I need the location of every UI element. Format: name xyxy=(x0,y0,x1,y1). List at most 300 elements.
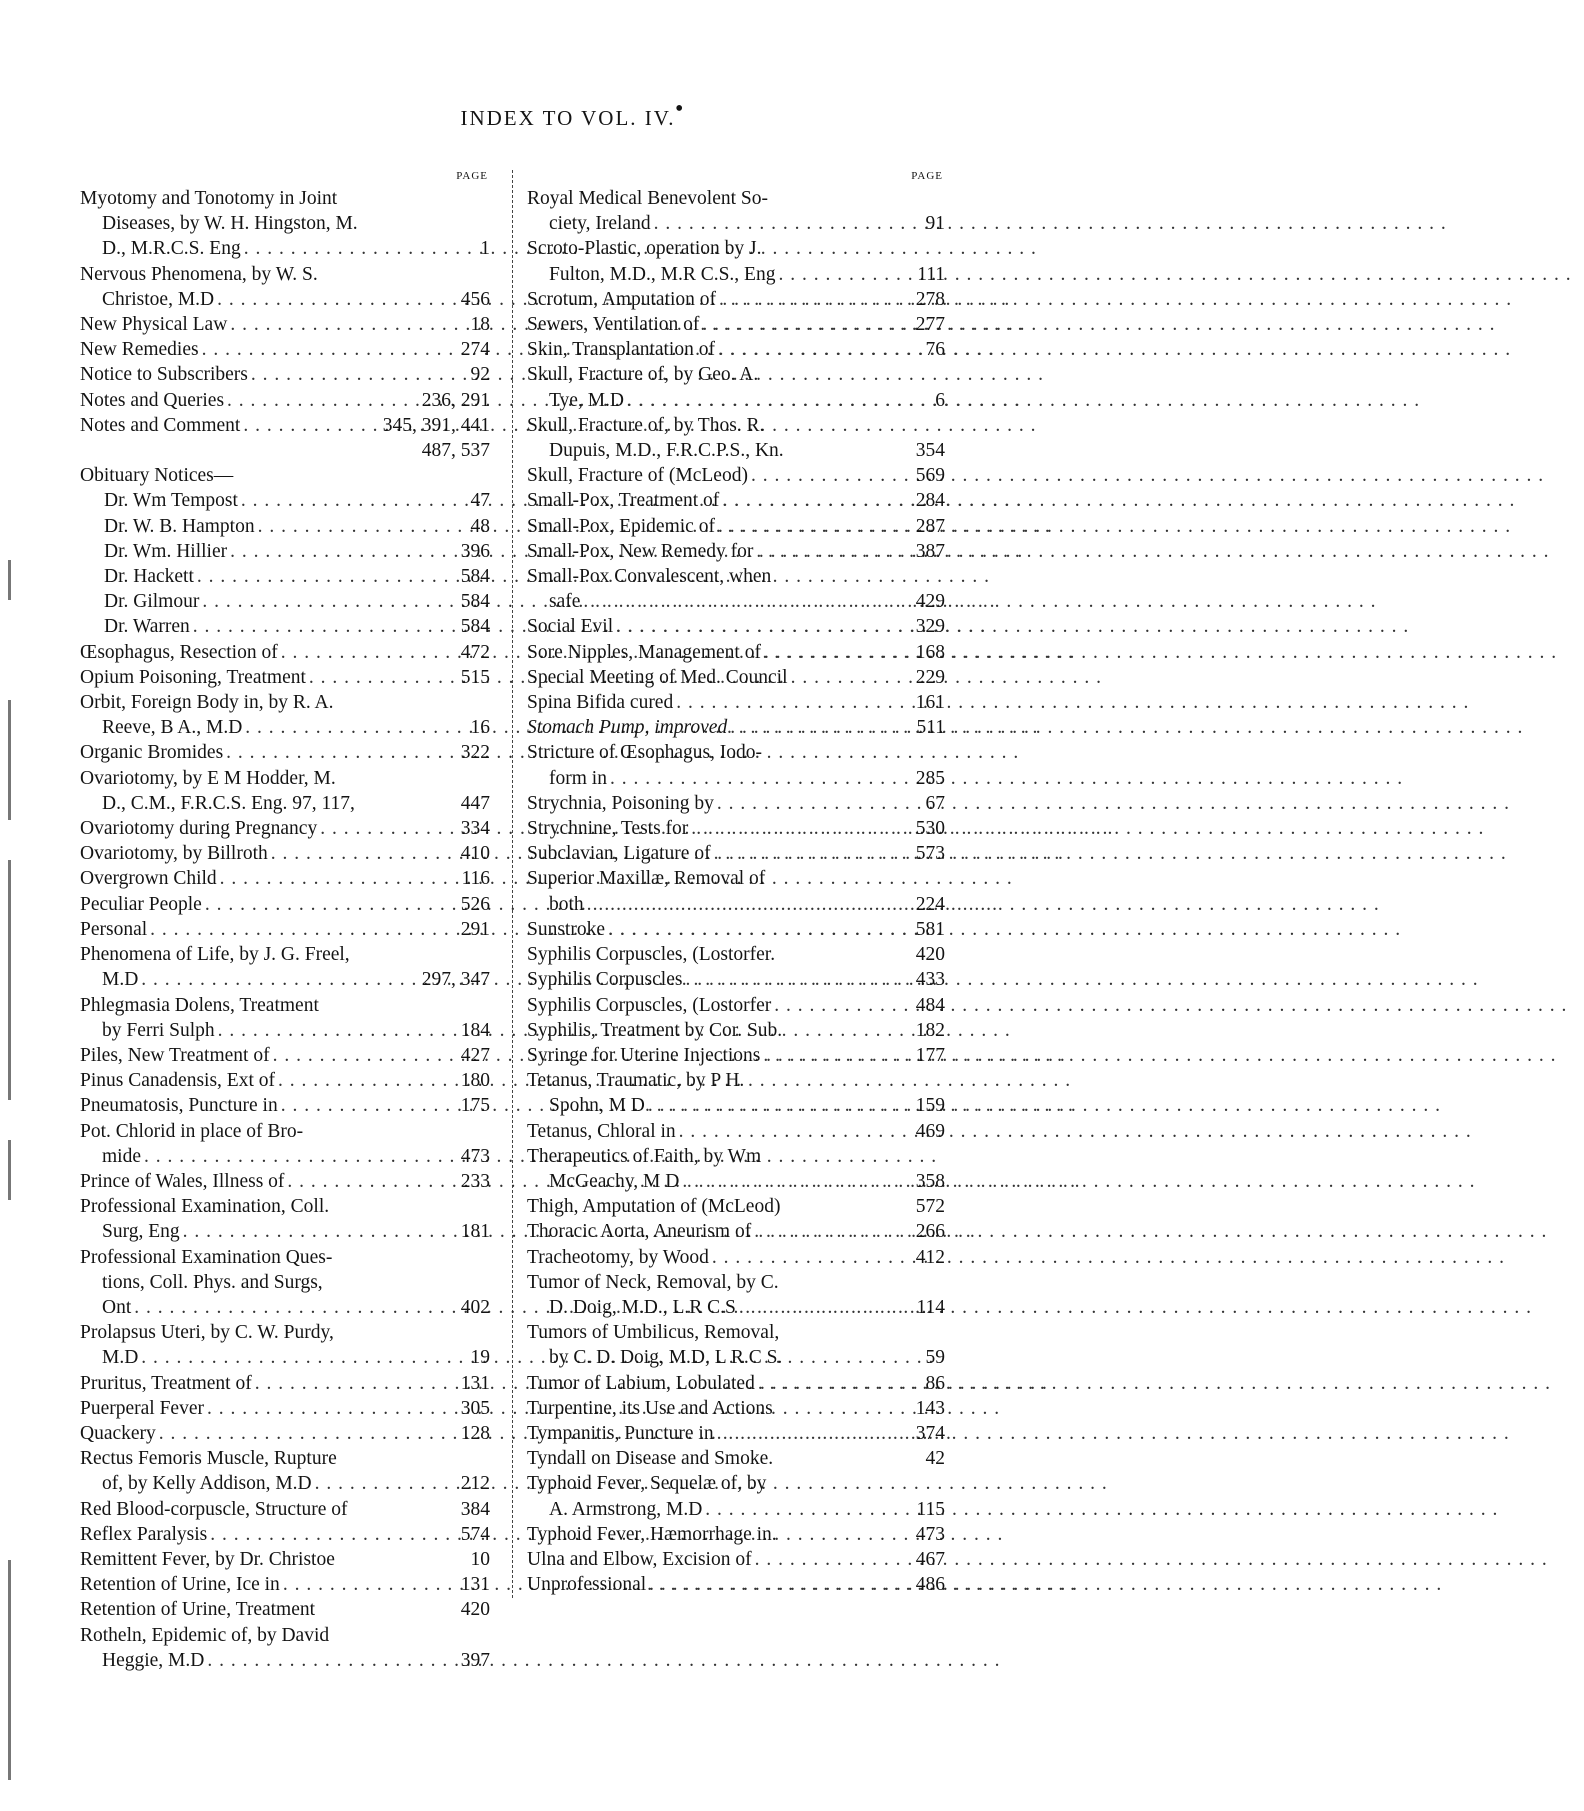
entry-text: Small-Pox Convalescent, when xyxy=(527,566,772,588)
entry-text: Syphilis Corpuscles, (Lostorfer xyxy=(527,994,772,1016)
index-entry xyxy=(527,1043,945,1068)
dot-leader xyxy=(230,539,458,564)
page-column-header: PAGE xyxy=(456,170,488,182)
entry-text: Tetanus, Traumatic, by P H. xyxy=(527,1070,745,1092)
index-entry-line xyxy=(80,1320,490,1345)
index-entry-line xyxy=(80,438,490,463)
page-number: 111 xyxy=(917,263,945,285)
index-entry xyxy=(527,1018,945,1043)
page-number: 291 xyxy=(460,918,490,940)
index-entry xyxy=(527,1421,945,1446)
entry-text: Skin, Transplantation of xyxy=(527,339,715,361)
index-entry xyxy=(80,388,490,413)
dot-leader xyxy=(193,614,458,639)
entry-text: Pot. Chlorid in place of Bro- xyxy=(80,1120,304,1142)
index-entry xyxy=(80,1497,490,1522)
entry-text: Small-Pox, Treatment of xyxy=(527,490,720,512)
index-entry-line xyxy=(80,337,490,362)
entry-text: Dr. Hackett xyxy=(104,566,194,588)
entry-text: Puerperal Fever xyxy=(80,1397,204,1419)
index-entry xyxy=(80,564,490,589)
page-number: 572 xyxy=(915,1196,945,1218)
entry-text: Phlegmasia Dolens, Treatment xyxy=(80,994,319,1016)
entry-text: Remittent Fever, by Dr. Christoe xyxy=(80,1548,335,1570)
index-entry-line xyxy=(527,1043,945,1068)
page-number: 487, 537 xyxy=(421,440,490,462)
page-number: 236, 291 xyxy=(421,389,490,411)
entry-text: Typhoid Fever, Sequelæ of, by xyxy=(527,1473,767,1495)
entry-text: Reflex Paralysis xyxy=(80,1523,208,1545)
page-number: 358 xyxy=(915,1170,945,1192)
dot-leader xyxy=(712,1245,913,1270)
index-entry-line xyxy=(80,1572,490,1597)
index-entry-line xyxy=(527,1169,945,1194)
index-entry-line xyxy=(80,1194,490,1219)
index-entry xyxy=(80,766,490,816)
dot-leader xyxy=(320,816,458,841)
index-entry xyxy=(80,1169,490,1194)
index-entry-line xyxy=(527,1522,945,1547)
index-entry xyxy=(527,312,945,337)
dot-leader xyxy=(134,1295,458,1320)
index-entry-line xyxy=(527,564,945,589)
page-title: INDEX TO VOL. IV. xyxy=(460,106,676,130)
dot-leader xyxy=(244,236,478,261)
entry-text: form in xyxy=(549,767,607,789)
entry-text: McGeachy, M D xyxy=(549,1170,680,1192)
dot-leader xyxy=(717,791,923,816)
index-entry xyxy=(527,1396,945,1421)
page-number: 274 xyxy=(460,339,490,361)
entry-text: Sewers, Ventilation of xyxy=(527,314,700,336)
page-number: 159 xyxy=(915,1095,945,1117)
page-number: 182 xyxy=(915,1019,945,1041)
index-entry-line xyxy=(527,438,945,463)
index-entry xyxy=(80,362,490,387)
index-entry-line xyxy=(80,1522,490,1547)
dot-leader xyxy=(763,1043,912,1068)
index-entry xyxy=(527,690,945,715)
dot-leader xyxy=(197,564,458,589)
page-number: 128 xyxy=(460,1422,490,1444)
page-number: 287 xyxy=(915,515,945,537)
page-number: 322 xyxy=(460,742,490,764)
entry-text: Professional Examination Ques- xyxy=(80,1246,333,1268)
entry-text: A. Armstrong, M.D xyxy=(549,1498,703,1520)
page-number: 115 xyxy=(916,1498,945,1520)
index-entry xyxy=(527,287,945,312)
index-entry xyxy=(80,1421,490,1446)
entry-text: Social Evil xyxy=(527,616,614,638)
index-entry-line xyxy=(527,993,945,1018)
index-entry-line xyxy=(80,942,490,967)
index-entry xyxy=(527,1144,945,1194)
entry-text: Orbit, Foreign Body in, by R. A. xyxy=(80,692,334,714)
index-entry xyxy=(80,841,490,866)
page-number: 184 xyxy=(460,1019,490,1041)
index-entry xyxy=(527,236,945,286)
index-entry-line xyxy=(80,236,490,261)
index-entry-line xyxy=(527,816,945,841)
index-entry-line xyxy=(80,1371,490,1396)
index-entry-line xyxy=(527,1119,945,1144)
page-number: 181 xyxy=(460,1221,490,1243)
page-number: 329 xyxy=(915,616,945,638)
index-entry-line xyxy=(80,1648,490,1673)
index-entry xyxy=(80,488,490,513)
entry-text: Tympanitis, Puncture in xyxy=(527,1422,714,1444)
index-entry-line xyxy=(527,514,945,539)
entry-text: Spina Bifida cured xyxy=(527,692,674,714)
index-entry-line xyxy=(80,186,490,211)
dot-leader xyxy=(226,740,458,765)
index-entry-line xyxy=(527,665,945,690)
entry-text: Dr. Wm. Hillier xyxy=(104,540,228,562)
index-entries-left xyxy=(80,186,490,1673)
dot-leader xyxy=(610,766,913,791)
entry-text: Ovariotomy during Pregnancy xyxy=(80,818,318,840)
page-number: 515 xyxy=(460,666,490,688)
entry-text: Scrotum, Amputation of xyxy=(527,288,717,310)
entry-text: by C. D. Doig, M.D, L R.C S. xyxy=(549,1347,783,1369)
index-entry-line xyxy=(80,1471,490,1496)
page-number: 469 xyxy=(915,1120,945,1142)
entry-text: Dupuis, M.D., F.R.C.P.S., Kn. xyxy=(549,440,784,462)
entry-text: Spohn, M D xyxy=(549,1095,645,1117)
index-entry-line xyxy=(527,1219,945,1244)
entry-text: mide xyxy=(102,1145,141,1167)
index-entry xyxy=(80,1119,490,1169)
entry-text: Skull, Fracture of (McLeod) xyxy=(527,465,748,487)
entry-text: Sore Nipples, Management of xyxy=(527,641,761,663)
index-entry xyxy=(527,337,945,362)
index-entry-line xyxy=(527,1270,945,1295)
index-entry-line xyxy=(527,892,945,917)
index-entry xyxy=(80,816,490,841)
entry-text: Sunstroke xyxy=(527,918,605,940)
index-entry-line xyxy=(527,1421,945,1446)
entry-text: D., C.M., F.R.C.S. Eng. 97, 117, xyxy=(102,792,355,814)
index-entry-line xyxy=(527,690,945,715)
page-number: 18 xyxy=(470,314,490,336)
page-number: 143 xyxy=(915,1397,945,1419)
page-number: 284 xyxy=(915,490,945,512)
index-entry xyxy=(527,1119,945,1144)
dot-leader xyxy=(243,413,379,438)
index-entry xyxy=(527,791,945,816)
index-entry-line xyxy=(80,463,490,488)
index-entry xyxy=(527,816,945,841)
page-number: 573 xyxy=(915,843,945,865)
dot-leader xyxy=(141,1345,467,1370)
index-entry xyxy=(527,993,945,1018)
page-number: 278 xyxy=(915,288,945,310)
page-number: 212 xyxy=(460,1473,490,1495)
index-entry xyxy=(80,337,490,362)
page-number: 484 xyxy=(915,994,945,1016)
dot-leader xyxy=(685,967,912,992)
page-number: 305 xyxy=(460,1397,490,1419)
entry-text: Dr. Wm Tempost xyxy=(104,490,238,512)
entry-text: Typhoid Fever, Hæmorrhage in. xyxy=(527,1523,777,1545)
entry-text: Subclavian, Ligature of xyxy=(527,843,711,865)
entry-text: Tracheotomy, by Wood xyxy=(527,1246,709,1268)
index-entry-line xyxy=(527,866,945,891)
entry-text: Tetanus, Chloral in xyxy=(527,1120,676,1142)
entry-text: Rotheln, Epidemic of, by David xyxy=(80,1624,330,1646)
page-number: 277 xyxy=(915,314,945,336)
entry-text: Tumor of Labium, Lobulated xyxy=(527,1372,755,1394)
entry-text: Dr. Warren xyxy=(104,616,190,638)
index-entry-line xyxy=(80,766,490,791)
page-number: 581 xyxy=(915,918,945,940)
index-entry xyxy=(527,1245,945,1270)
page-number: 467 xyxy=(915,1548,945,1570)
entry-text: Syphilis, Treatment by Cor. Sub. xyxy=(527,1019,783,1041)
index-entry-line xyxy=(80,539,490,564)
stray-mark: • xyxy=(675,96,684,122)
index-entry xyxy=(527,488,945,513)
index-entry-line xyxy=(527,1295,945,1320)
dot-leader xyxy=(778,262,914,287)
index-entry-line xyxy=(527,791,945,816)
page-number: 10 xyxy=(470,1548,490,1570)
index-entry-line xyxy=(527,589,945,614)
entry-text: Dr. W. B. Hampton xyxy=(104,515,255,537)
dot-leader xyxy=(654,211,923,236)
index-entry xyxy=(80,1320,490,1370)
dot-leader xyxy=(583,589,912,614)
page-number: 569 xyxy=(915,465,945,487)
index-entry-line xyxy=(80,1345,490,1370)
index-entry-line xyxy=(80,1043,490,1068)
entry-text: Therapeutics of Faith, by Wm xyxy=(527,1145,762,1167)
index-entry xyxy=(527,841,945,866)
index-entry-line xyxy=(80,1119,490,1144)
entry-text: Dr. Gilmour xyxy=(104,591,200,613)
dot-leader xyxy=(717,1421,913,1446)
entry-text: Unprofessional xyxy=(527,1574,647,1596)
index-entry xyxy=(80,892,490,917)
index-entry-line xyxy=(80,287,490,312)
entry-text: Personal xyxy=(80,918,148,940)
entry-text: Tyndall on Disease and Smoke. xyxy=(527,1448,774,1470)
entry-text: Ulna and Elbow, Excision of xyxy=(527,1548,752,1570)
index-entry-line xyxy=(527,388,945,413)
entry-text: Christoe, M.D xyxy=(102,288,215,310)
index-entry xyxy=(80,262,490,312)
entry-text: D., M.R.C.S. Eng xyxy=(102,238,241,260)
entry-text: New Remedies xyxy=(80,339,199,361)
dot-leader xyxy=(755,1547,913,1572)
page-number: 473 xyxy=(460,1145,490,1167)
index-entry-line xyxy=(527,287,945,312)
page-number: 420 xyxy=(460,1599,490,1621)
dot-leader xyxy=(205,892,458,917)
index-entry-line xyxy=(527,362,945,387)
index-entry-line xyxy=(80,993,490,1018)
index-entry xyxy=(80,740,490,765)
index-entry-line xyxy=(527,967,945,992)
page-number: 584 xyxy=(460,591,490,613)
dot-leader xyxy=(283,1572,458,1597)
index-entry xyxy=(80,1547,490,1572)
page-number: 47 xyxy=(470,490,490,512)
entry-text: M.D xyxy=(102,1347,139,1369)
dot-leader xyxy=(281,1093,458,1118)
entry-text: Strychnine, Tests for xyxy=(527,818,689,840)
index-entry-line xyxy=(80,715,490,740)
page-number: 530 xyxy=(915,818,945,840)
index-entry-line xyxy=(527,1245,945,1270)
entry-text: Syringe for Uterine Injections xyxy=(527,1044,761,1066)
index-entry xyxy=(527,539,945,564)
page-number: 526 xyxy=(460,893,490,915)
index-entry xyxy=(80,640,490,665)
index-entry-line xyxy=(527,942,945,967)
index-entry-line xyxy=(80,866,490,891)
index-entry-line xyxy=(80,892,490,917)
index-entry-line xyxy=(527,262,945,287)
page-number: 473 xyxy=(915,1523,945,1545)
entry-text: New Physical Law xyxy=(80,314,228,336)
index-entry-line xyxy=(80,1093,490,1118)
dot-leader xyxy=(774,993,912,1018)
dot-leader xyxy=(183,1219,458,1244)
index-entry xyxy=(527,413,945,463)
dot-leader xyxy=(207,1648,457,1673)
index-entry-line xyxy=(527,1471,945,1496)
index-entry-line xyxy=(80,1245,490,1270)
index-entry-line xyxy=(527,1320,945,1345)
index-entry-line xyxy=(527,1345,945,1370)
dot-leader xyxy=(230,312,467,337)
dot-leader xyxy=(702,312,912,337)
index-entry xyxy=(80,1371,490,1396)
dot-leader xyxy=(719,287,913,312)
entry-text: Pneumatosis, Puncture in xyxy=(80,1095,278,1117)
entry-text: Small-Pox, Epidemic of xyxy=(527,515,715,537)
dot-leader xyxy=(315,1471,458,1496)
page-number: 6 xyxy=(935,389,945,411)
dot-leader xyxy=(739,1295,914,1320)
index-entry xyxy=(80,1522,490,1547)
page-number: 131 xyxy=(460,1574,490,1596)
index-entry-line xyxy=(527,1396,945,1421)
entry-text: Obituary Notices— xyxy=(80,465,234,487)
index-entry xyxy=(80,665,490,690)
page-number: 266 xyxy=(915,1221,945,1243)
index-entry-line xyxy=(527,413,945,438)
index-entry xyxy=(80,186,490,262)
dot-leader xyxy=(245,715,467,740)
index-entry xyxy=(527,463,945,488)
page-number: 233 xyxy=(460,1170,490,1192)
entry-text: Notes and Queries xyxy=(80,389,225,411)
dot-leader xyxy=(273,1043,458,1068)
page-number: 67 xyxy=(925,792,945,814)
index-entry-line xyxy=(527,312,945,337)
page-number: 116 xyxy=(461,868,490,890)
entry-text: tions, Coll. Phys. and Surgs, xyxy=(102,1271,323,1293)
index-entry-line xyxy=(80,967,490,992)
dot-leader xyxy=(718,337,923,362)
entry-text: Ovariotomy, by E M Hodder, M. xyxy=(80,767,336,789)
index-entry-line xyxy=(80,1396,490,1421)
entry-text: Organic Bromides xyxy=(80,742,224,764)
index-entry xyxy=(527,1194,945,1219)
page-number: 16 xyxy=(470,717,490,739)
dot-leader xyxy=(679,1119,913,1144)
index-entry-line xyxy=(80,740,490,765)
index-entry-line xyxy=(80,1497,490,1522)
index-entry xyxy=(80,312,490,337)
index-entry-line xyxy=(527,614,945,639)
entry-text: Professional Examination, Coll. xyxy=(80,1196,330,1218)
page-column-header: PAGE xyxy=(911,170,943,182)
page-number: 447 xyxy=(460,792,490,814)
index-entry-line xyxy=(80,1270,490,1295)
index-entry-line xyxy=(527,715,945,740)
entry-text: Myotomy and Tonotomy in Joint xyxy=(80,188,338,209)
index-entry xyxy=(80,614,490,639)
dot-leader xyxy=(627,388,932,413)
index-entry xyxy=(527,1446,945,1471)
page-number: 354 xyxy=(915,440,945,462)
index-entry-line xyxy=(527,1018,945,1043)
index-entry xyxy=(527,740,945,790)
page-number: 584 xyxy=(460,616,490,638)
index-entry-line xyxy=(527,1547,945,1572)
dot-leader xyxy=(210,1522,457,1547)
entry-text: Tye, M.D xyxy=(549,389,625,411)
dot-leader xyxy=(754,1219,913,1244)
entry-text: M.D xyxy=(102,969,139,991)
index-entry xyxy=(527,1219,945,1244)
index-entry xyxy=(527,1068,945,1118)
page-number: 429 xyxy=(915,591,945,613)
dot-leader xyxy=(141,967,418,992)
entry-text: Prince of Wales, Illness of xyxy=(80,1170,285,1192)
index-entry-line xyxy=(80,614,490,639)
index-entry xyxy=(80,942,490,992)
index-entry-line xyxy=(80,388,490,413)
entry-text: Red Blood-corpuscle, Structure of xyxy=(80,1498,348,1520)
dot-leader xyxy=(587,892,913,917)
page-number: 427 xyxy=(460,1044,490,1066)
page-number: 48 xyxy=(470,515,490,537)
index-entry-line xyxy=(80,1169,490,1194)
entry-text: Ont xyxy=(102,1296,132,1318)
index-entry xyxy=(527,1320,945,1370)
dot-leader xyxy=(649,1572,913,1597)
index-entry xyxy=(527,1471,945,1521)
dot-leader xyxy=(648,1093,913,1118)
index-entry-line xyxy=(80,1597,490,1622)
entry-text: Piles, New Treatment of xyxy=(80,1044,270,1066)
page-number: 224 xyxy=(915,893,945,915)
entry-text: Skull, Fracture of, by Geo. A. xyxy=(527,364,759,386)
index-entry-line xyxy=(527,488,945,513)
dot-leader xyxy=(287,1169,457,1194)
dot-leader xyxy=(144,1144,458,1169)
entry-text: Stricture of Œsophagus, Iodo- xyxy=(527,742,763,764)
index-entry xyxy=(80,514,490,539)
entry-text: of, by Kelly Addison, M.D xyxy=(102,1473,312,1495)
page-number: 472 xyxy=(460,641,490,663)
dot-leader xyxy=(676,690,913,715)
entry-text: Thoracic Aorta, Aneurism of xyxy=(527,1221,752,1243)
